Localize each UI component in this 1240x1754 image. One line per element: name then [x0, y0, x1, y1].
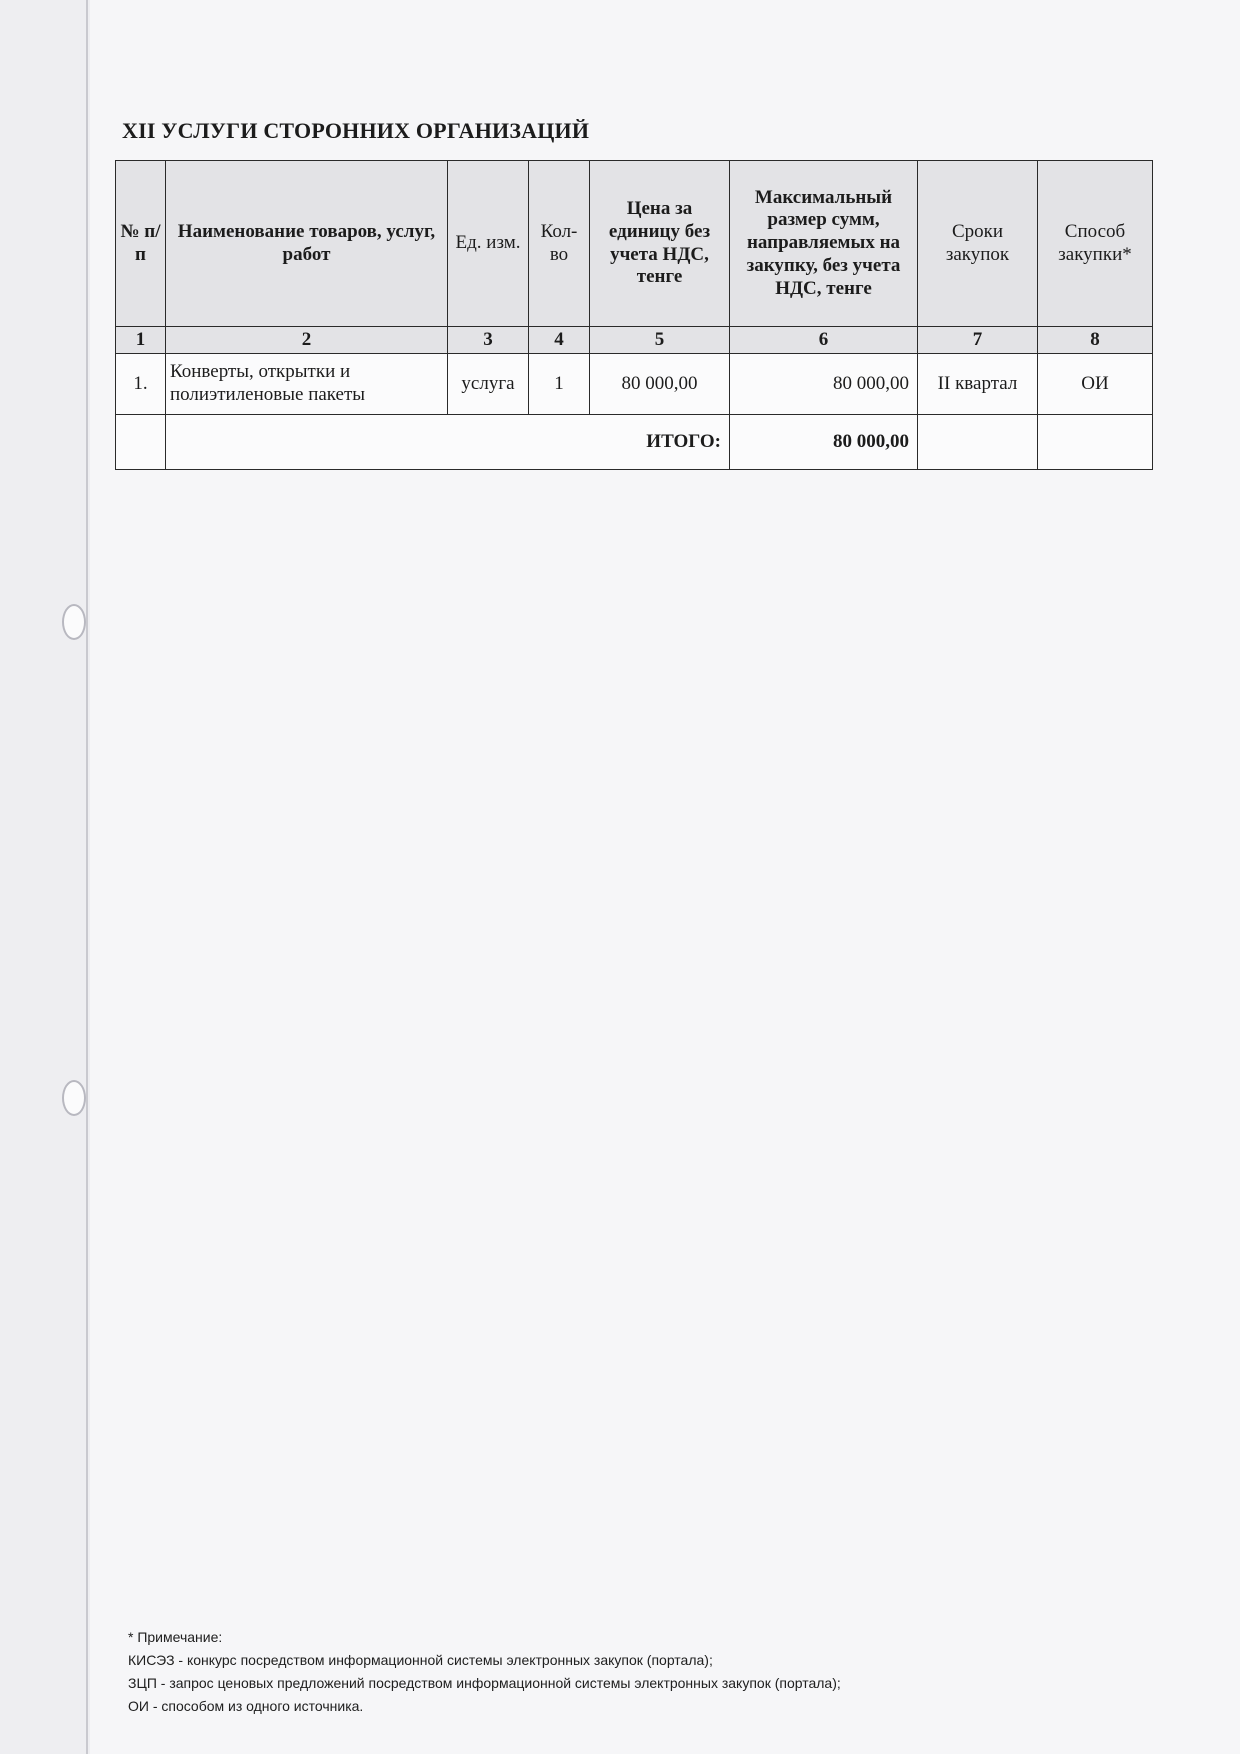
- punch-hole-lower: [62, 1080, 86, 1116]
- header-max-amount: Максимальный размер сумм, направляемых на закупку, без учета НДС, тенге: [730, 161, 918, 327]
- column-number: 6: [730, 327, 918, 354]
- row-unit: услуга: [448, 354, 529, 415]
- section-title: XII УСЛУГИ СТОРОННИХ ОРГАНИЗАЦИЙ: [122, 118, 590, 143]
- column-number: 1: [116, 327, 166, 354]
- column-number-row: [116, 327, 1153, 354]
- header-method: Способ закупки*: [1038, 161, 1153, 327]
- total-row: [116, 415, 1153, 470]
- row-method: ОИ: [1038, 354, 1153, 415]
- footnote-line: ОИ - способом из одного источника.: [128, 1698, 364, 1714]
- row-price: 80 000,00: [590, 354, 730, 415]
- footnote-line: КИСЭЗ - конкурс посредством информационной системы электронных закупок (портала);: [128, 1652, 713, 1668]
- column-number: 4: [529, 327, 590, 354]
- row-name: Конверты, открытки и полиэтиленовые пакеты: [166, 354, 448, 415]
- total-value: 80 000,00: [730, 415, 918, 470]
- total-empty-cell: [1038, 415, 1153, 470]
- footnote-line: ЗЦП - запрос ценовых предложений посредством информационной системы электронных закупок (портала);: [128, 1675, 841, 1691]
- header-period: Сроки закупок: [918, 161, 1038, 327]
- row-no: 1.: [116, 354, 166, 415]
- header-name: Наименование товаров, услуг, работ: [166, 161, 448, 327]
- table-row: [116, 354, 1153, 415]
- total-empty-cell: [116, 415, 166, 470]
- scan-page-edge-line: [86, 0, 88, 1754]
- header-row: [116, 161, 1153, 327]
- header-unit: Ед. изм.: [448, 161, 529, 327]
- column-number: 8: [1038, 327, 1153, 354]
- scan-left-margin: [0, 0, 90, 1754]
- column-number: 3: [448, 327, 529, 354]
- header-qty: Кол-во: [529, 161, 590, 327]
- procurement-table: [115, 160, 1153, 470]
- total-empty-cell: [918, 415, 1038, 470]
- punch-hole-upper: [62, 604, 86, 640]
- footnote: [128, 1626, 841, 1718]
- column-number: 2: [166, 327, 448, 354]
- total-label: ИТОГО:: [166, 415, 730, 470]
- row-qty: 1: [529, 354, 590, 415]
- header-price: Цена за единицу без учета НДС, тенге: [590, 161, 730, 327]
- column-number: 5: [590, 327, 730, 354]
- row-period: II квартал: [918, 354, 1038, 415]
- column-number: 7: [918, 327, 1038, 354]
- row-max-amount: 80 000,00: [730, 354, 918, 415]
- footnote-title: * Примечание:: [128, 1629, 223, 1645]
- header-no: № п/п: [116, 161, 166, 327]
